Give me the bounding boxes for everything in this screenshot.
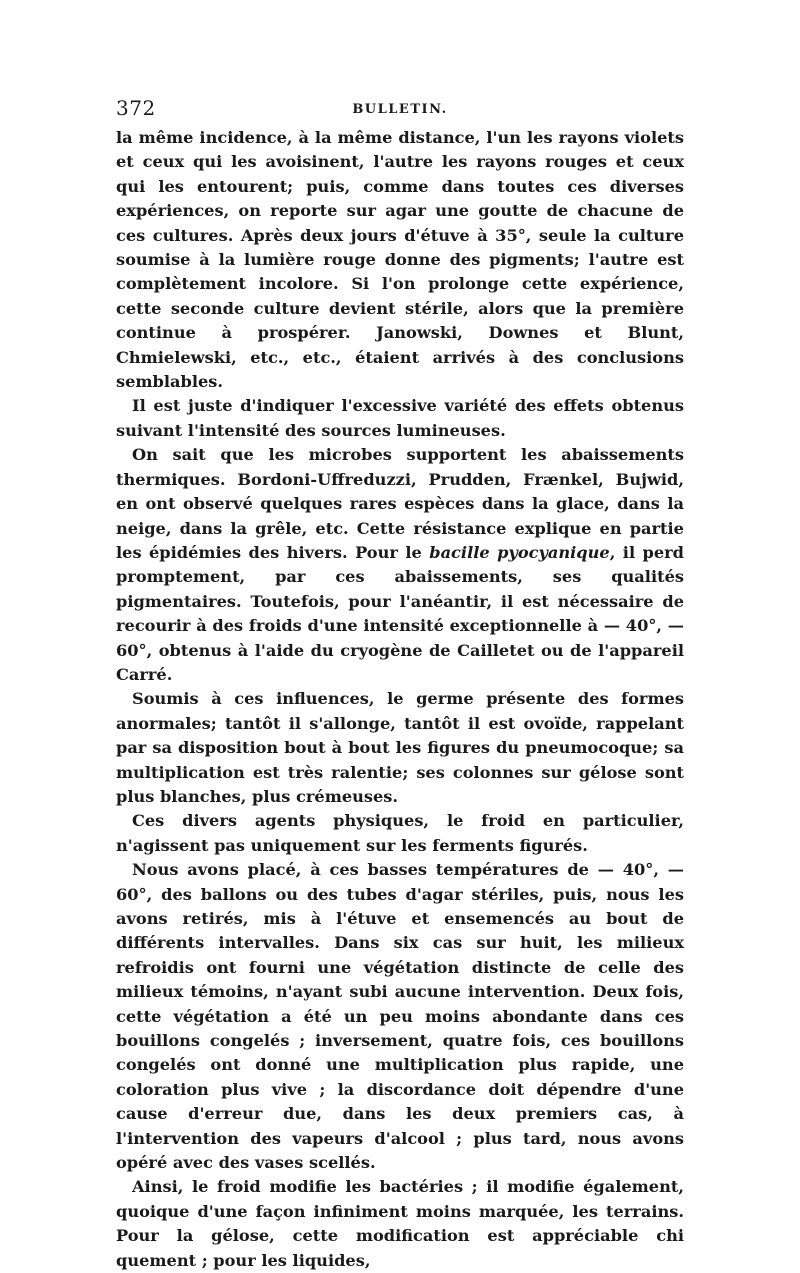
paragraph: Nous avons placé, à ces basses températures de — 40°, — 60°, des ballons ou des tubes d'agar stériles, puis, nous les avons retirés, mis à l'étuve et ensemencés au bout de différents intervalles. Dans six cas sur huit, les milieux refroidis ont fourni une végétation distincte de celle des milieux témoins, n'ayant subi aucune intervention. Deux fois, cette végétation a été un peu moins abondante dans ces bouillons congelés ; inversement, quatre fois, ces bouillons congelés ont donné une multiplication plus rapide, une coloration plus vive ; la discordance doit dépendre d'une cause d'erreur due, dans les deux premiers cas, à l'intervention des vapeurs d'alcool ; plus tard, nous avons opéré avec des vases scellés. <box>116 860 684 1173</box>
paragraph <box>116 443 684 687</box>
running-title: BULLETIN. <box>352 102 448 117</box>
paragraph-text: On sait que les microbes supportent les abaissements thermiques. Bordoni-Uffreduzzi, Prudden, Frænkel, Bujwid, en ont observé quelques rares espèces dans la glace, dans la neige, dans la grêle, etc. Cette résistance explique en partie les épidémies des hivers. Pour le <box>116 445 684 562</box>
paragraph-text: , il perd promptement, par ces abaissements, ses qualités pigmentaires. Toutefois, pour l'anéantir, il est nécessaire de recourir à des froids d'une intensité exceptionnelle à — 40°, — 60°, obtenus à l'aide du cryogène de Cailletet ou de l'appareil Carré. <box>116 542 685 684</box>
page-header <box>116 96 684 126</box>
paragraph: Il est juste d'indiquer l'excessive variété des effets obtenus suivant l'intensité des sources lumineuses. <box>116 396 684 440</box>
body-text <box>116 126 684 1273</box>
paragraph: Ces divers agents physiques, le froid en particulier, n'agissent pas uniquement sur les ferments figurés. <box>116 811 684 855</box>
document-page <box>116 96 684 1273</box>
paragraph: Soumis à ces influences, le germe présente des formes anormales; tantôt il s'allonge, tantôt il est ovoïde, rappelant par sa disposition bout à bout les figures du pneumocoque; sa multiplication est très ralentie; ses colonnes sur gélose sont plus blanches, plus crémeuses. <box>116 689 684 806</box>
page-number: 372 <box>116 96 156 120</box>
paragraph: Ainsi, le froid modifie les bactéries ; il modifie également, quoique d'une façon infiniment moins marquée, les terrains. Pour la gélose, cette modification est appréciable chi quement ; pour les liquides, <box>116 1177 684 1270</box>
italic-species-name: bacille pyocyanique <box>429 542 610 562</box>
paragraph: la même incidence, à la même distance, l'un les rayons violets et ceux qui les avoisinent, l'autre les rayons rouges et ceux qui les entourent; puis, comme dans toutes ces diverses expériences, on reporte sur agar une goutte de chacune de ces cultures. Après deux jours d'étuve à 35°, seule la culture soumise à la lumière rouge donne des pigments; l'autre est complètement incolore. Si l'on prolonge cette expérience, cette seconde culture devient stérile, alors que la première continue à prospérer. Janowski, Downes et Blunt, Chmielewski, etc., etc., étaient arrivés à des conclusions semblables. <box>116 128 684 392</box>
